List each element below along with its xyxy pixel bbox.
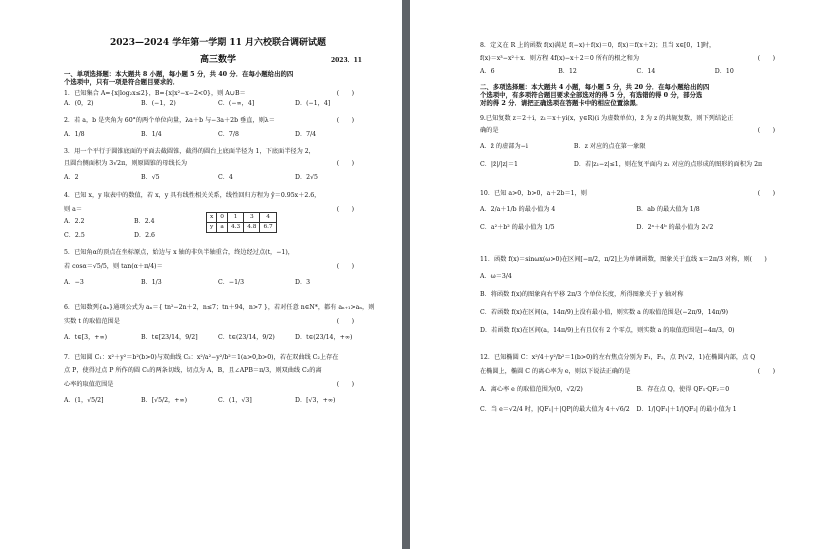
question-9 — [480, 115, 793, 168]
option-a: A．6 — [480, 67, 495, 75]
question-text: f(x)＝x³−x²＋x．则方程 4f(x)−x＋2＝0 所有的根之和为 — [480, 54, 640, 62]
answer-paren: ( ) — [336, 381, 354, 389]
question-text: 8．定义在 R 上的函数 f(x)满足 f(−x)＋f(x)＝0，f(x)＝f(x＋2)；且当 x∈[0，1]时， — [480, 42, 716, 49]
question-7 — [64, 354, 372, 405]
section-2-heading-line: 对的得 2 分．请把正确选项在答题卡中的相应位置涂黑． — [480, 99, 643, 108]
answer-paren: ( ) — [336, 117, 354, 124]
question-text: 7．已知圆 C₁：x²＋y²＝b²(b>0)与双曲线 C₂：x²/a²−y²/b²＝1(a>0,b>0)，若在双曲线 C₂上存在 — [64, 353, 339, 361]
option-a: A．(1，√5/2] — [64, 396, 104, 404]
question-11 — [480, 256, 793, 335]
option-c: C．若函数 f(x)在区间(a，14π/9)上没有最小值，则实数 a 的取值范围是(−2π/9，14π/9) — [480, 308, 729, 316]
option-c: C．a²＋b² 的最小值为 1/5 — [480, 223, 555, 231]
option-c: C．2.5 — [64, 232, 85, 239]
table-cell: 1 — [227, 212, 243, 222]
option-b: B．[√5/2，+∞) — [141, 396, 187, 404]
option-c: C．t∈(23/14，9/2) — [218, 333, 275, 341]
answer-paren: ( ) — [757, 54, 775, 62]
left-page — [0, 0, 402, 549]
option-b: B．1/3 — [141, 278, 162, 286]
question-text: 5．已知角α的顶点在坐标原点，始边与 x 轴的非负半轴重合，终边经过点(t，−1)， — [64, 249, 294, 257]
option-b: B．(−1，2) — [141, 100, 176, 108]
question-10 — [480, 190, 793, 231]
option-c: C．(−∞，4] — [218, 100, 255, 108]
question-8 — [480, 42, 793, 75]
answer-paren: ( ) — [336, 318, 354, 326]
option-c: C．−1/3 — [218, 278, 245, 286]
question-5 — [64, 249, 372, 286]
option-d: D．(−1，4] — [295, 100, 331, 108]
option-b: B．1/4 — [141, 130, 162, 138]
option-b: B．ab 的最大值为 1/8 — [636, 206, 700, 213]
table-cell: 3 — [244, 212, 260, 222]
table-cell: y — [207, 222, 217, 232]
section-2-heading — [480, 83, 793, 107]
option-a: A．(0，2) — [64, 100, 94, 108]
option-d: D．2√5 — [295, 174, 318, 181]
option-a: A．t∈[3，+∞) — [64, 333, 108, 341]
option-a: A．ω＝3/4 — [480, 273, 512, 281]
option-b: B．存在点 Q，使得 QF₁·QF₂＝0 — [636, 385, 730, 393]
data-table — [206, 212, 277, 233]
question-text: 实数 t 的取值范围是 — [64, 318, 120, 326]
option-b: B．12 — [558, 67, 577, 75]
option-a: A．z̄ 的虚部为−i — [480, 142, 528, 150]
question-text: 3．用一个平行于圆锥底面的平面去截圆锥，截得的圆台上底面半径为 1，下底面半径为 2， — [64, 147, 315, 155]
option-d: D．1/|QF₁|＋1/|QF₂| 的最小值为 1 — [636, 405, 737, 413]
option-b: B．2.4 — [134, 218, 155, 226]
section-1-heading-line: 一、单项选择题：本大题共 8 小题，每小题 5 分，共 40 分．在每小题给出的四 — [64, 69, 294, 78]
option-a: A．离心率 e 的取值范围为(0，√2/2) — [480, 385, 583, 393]
table-cell: a — [217, 222, 228, 232]
section-2-heading-line: 个选项中，有多项符合题目要求全部选对的得 5 分，有选错的得 0 分，部分选 — [480, 91, 703, 100]
option-c: C．(1，√3] — [218, 396, 252, 404]
option-a: A．2/a＋1/b 的最小值为 4 — [480, 206, 556, 213]
table-cell: 6.7 — [260, 222, 276, 232]
exam-date: 2023．11 — [330, 57, 362, 65]
question-12 — [480, 354, 793, 413]
answer-paren: ( ) — [336, 205, 354, 213]
option-d: D．t∈(23/14，+∞) — [295, 333, 353, 341]
question-4 — [64, 191, 372, 239]
option-d: D．2.6 — [134, 232, 155, 239]
option-c: C．|z̄|/|z|＝1 — [480, 160, 518, 168]
answer-paren: ( ) — [336, 89, 354, 97]
option-b: B．将函数 f(x)的图象向右平移 2π/3 个单位长度，所得图象关于 y 轴对称 — [480, 291, 684, 298]
question-text: 6．已知数列{aₙ}通项公式为 aₙ＝{ tn²−2n＋2，n≤7；tn＋94，n>7 }，若对任意 n∈N*，都有 aₙ₊₁>aₙ，则 — [64, 304, 375, 312]
option-b: B．t∈[23/14，9/2] — [141, 333, 198, 341]
exam-title: 2023—2024 学年第一学期 11 月六校联合调研试题 — [109, 38, 327, 48]
option-d: D．3 — [295, 278, 311, 286]
subtitle-row — [64, 55, 372, 66]
table-row — [207, 212, 277, 222]
exam-subtitle: 高三数学 — [199, 55, 236, 66]
question-text: 点 P，使得过点 P 所作的圆 C₁的两条切线，切点为 A，B，且∠APB＝π/3，则双曲线 C₂的离 — [64, 367, 322, 375]
question-text: 且圆台侧面积为 3√2π，则原圆锥的母线长为 — [64, 160, 188, 168]
section-2-heading-line: 二、多项选择题：本大题共 4 小题，每小题 5 分，共 20 分．在每小题给出的四 — [480, 83, 710, 92]
option-d: D．[√3，+∞) — [295, 396, 336, 404]
answer-paren: ( ) — [336, 160, 354, 168]
section-1-heading — [64, 70, 372, 86]
option-a: A．2 — [64, 174, 79, 181]
question-text: 9.已知复数 z＝2＋i，z₁＝x＋yi(x，y∈R)(i 为虚数单位)，z̄ 为 z 的共轭复数，则下列结论正 — [480, 115, 734, 123]
question-1 — [64, 90, 372, 109]
question-text: 2．若 a，b 是夹角为 60°的两个单位向量，λa＋b 与−3a＋2b 垂直，则λ＝ — [64, 117, 275, 124]
table-row — [207, 222, 277, 232]
option-c: C．4 — [218, 174, 233, 181]
answer-paren: ( ) — [757, 368, 775, 375]
option-d: D．2ᵃ＋4ᵇ 的最小值为 2√2 — [636, 223, 714, 231]
question-text: 在椭圆上，椭圆 C 的离心率为 e，则以下说法正确的是 — [480, 368, 631, 375]
question-text: 12．已知椭圆 C：x²/4＋y²/b²＝1(b>0)的左右焦点分别为 F₁，F₂，点 P(√2，1)在椭圆内部，点 Q — [480, 354, 756, 362]
option-b: B．z 对应的点在第一象限 — [573, 142, 646, 150]
option-a: A．2.2 — [64, 218, 85, 226]
option-d: D．10 — [714, 67, 734, 75]
question-text: 确的是 — [480, 127, 499, 134]
question-6 — [64, 304, 375, 341]
option-a: A．−3 — [64, 278, 84, 286]
question-2 — [64, 117, 372, 139]
question-text: 心率的取值范围是 — [64, 381, 114, 389]
table-cell: 4.8 — [244, 222, 260, 232]
table-cell: 0 — [217, 212, 228, 222]
question-text: 10．已知 a>0，b>0，a＋2b＝1，则 — [480, 190, 587, 198]
table-cell: 4.3 — [227, 222, 243, 232]
table-cell: 4 — [260, 212, 276, 222]
option-d: D．7/4 — [295, 130, 317, 138]
question-3 — [64, 148, 372, 182]
answer-paren: ( ) — [336, 262, 354, 270]
answer-paren: ( ) — [757, 127, 775, 134]
option-c: C．7/8 — [218, 130, 239, 138]
question-text: 1．已知集合 A={x|log₂x≤2}，B={x|x²−x−2<0}，则 A∪B＝ — [64, 89, 246, 97]
question-text: 11．函数 f(x)＝sinωx(ω>0)在区间[−π/2，π/2]上为单调函数，图象关于直线 x＝2π/3 对称，则( ) — [480, 255, 767, 263]
table-cell: x — [207, 212, 217, 222]
option-d: D．若函数 f(x)在区间(a，14π/9)上有且仅有 2 个零点，则实数 a 的取值范围是[−4π/3，0) — [480, 326, 735, 334]
option-c: C．当 e＝√2/4 时，|QF₁|＋|QP|的最大值为 4＋√6/2 — [480, 405, 630, 413]
right-page — [410, 0, 833, 549]
question-text: 则 a＝ — [64, 205, 83, 213]
answer-paren: ( ) — [757, 190, 775, 198]
option-d: D．若|z₁−z|≤1，则在复平面内 z₁ 对应的点形成的图形的面积为 2π — [573, 160, 763, 168]
option-c: C．14 — [636, 67, 656, 75]
section-1-heading-line: 个选项中，只有一项是符合题目要求的． — [64, 77, 180, 86]
question-text: 4．已知 x，y 取表中的数值，若 x，y 具有线性相关关系，线性回归方程为 ŷ＝0.95x＋2.6， — [64, 191, 321, 199]
option-a: A．1/8 — [64, 130, 85, 138]
question-text: 若 cosα＝√5/5，则 tan(α＋π/4)＝ — [64, 262, 163, 270]
option-b: B．√5 — [141, 174, 160, 181]
